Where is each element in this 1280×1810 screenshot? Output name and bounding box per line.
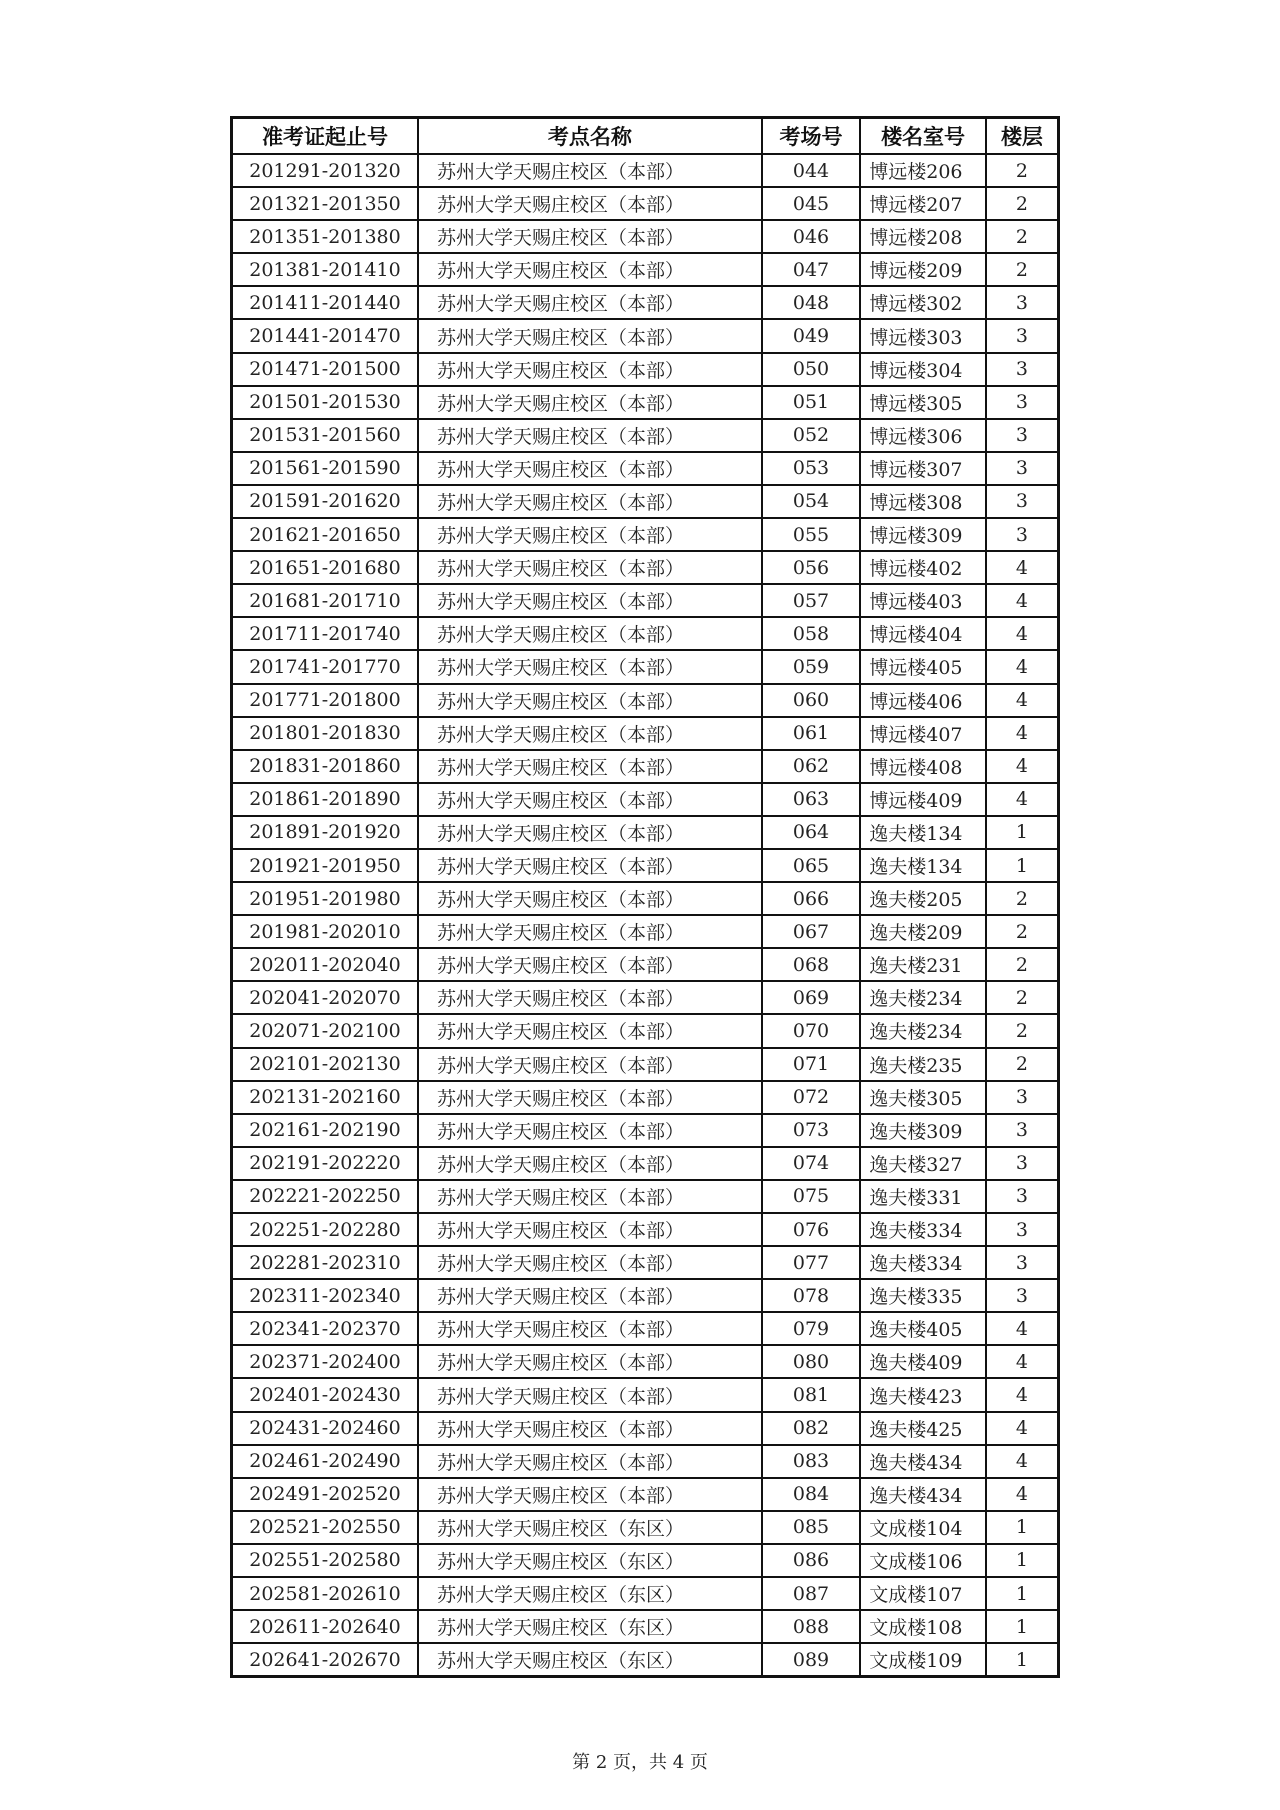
floor-cell: 4 <box>986 551 1059 584</box>
building-room-cell: 博远楼408 <box>860 750 986 783</box>
building-room-cell: 逸夫楼234 <box>860 981 986 1014</box>
building-room-cell: 逸夫楼434 <box>860 1478 986 1511</box>
building-room-cell: 逸夫楼405 <box>860 1312 986 1345</box>
ticket-range-cell: 202281-202310 <box>232 1246 418 1279</box>
floor-cell: 3 <box>986 1180 1059 1213</box>
table-row <box>232 386 1059 419</box>
table-row <box>232 915 1059 948</box>
site-name-cell: 苏州大学天赐庄校区（本部） <box>418 1312 762 1345</box>
floor-cell: 4 <box>986 1445 1059 1478</box>
ticket-range-cell: 202641-202670 <box>232 1643 418 1677</box>
table-row <box>232 1610 1059 1643</box>
ticket-range-cell: 201981-202010 <box>232 915 418 948</box>
building-room-cell: 逸夫楼134 <box>860 816 986 849</box>
room-number-cell: 059 <box>762 650 860 683</box>
floor-cell: 4 <box>986 783 1059 816</box>
site-name-cell: 苏州大学天赐庄校区（本部） <box>418 1445 762 1478</box>
room-number-cell: 078 <box>762 1279 860 1312</box>
ticket-range-cell: 201741-201770 <box>232 650 418 683</box>
room-number-cell: 069 <box>762 981 860 1014</box>
building-room-cell: 逸夫楼134 <box>860 849 986 882</box>
table-row <box>232 485 1059 518</box>
table-row <box>232 849 1059 882</box>
room-number-cell: 055 <box>762 518 860 551</box>
floor-cell: 1 <box>986 1544 1059 1577</box>
room-number-cell: 056 <box>762 551 860 584</box>
room-number-cell: 088 <box>762 1610 860 1643</box>
room-number-cell: 075 <box>762 1180 860 1213</box>
floor-cell: 3 <box>986 452 1059 485</box>
room-number-cell: 051 <box>762 386 860 419</box>
site-name-cell: 苏州大学天赐庄校区（本部） <box>418 1246 762 1279</box>
building-room-cell: 文成楼109 <box>860 1643 986 1677</box>
room-number-cell: 066 <box>762 882 860 915</box>
site-name-cell: 苏州大学天赐庄校区（本部） <box>418 684 762 717</box>
floor-cell: 2 <box>986 1048 1059 1081</box>
table-row <box>232 1445 1059 1478</box>
site-name-cell: 苏州大学天赐庄校区（本部） <box>418 948 762 981</box>
room-number-cell: 082 <box>762 1412 860 1445</box>
floor-cell: 4 <box>986 1345 1059 1378</box>
table-row <box>232 882 1059 915</box>
ticket-range-cell: 202101-202130 <box>232 1048 418 1081</box>
table-row <box>232 353 1059 386</box>
building-room-cell: 博远楼208 <box>860 220 986 253</box>
room-number-cell: 065 <box>762 849 860 882</box>
floor-cell: 4 <box>986 750 1059 783</box>
room-number-cell: 058 <box>762 617 860 650</box>
ticket-range-cell: 201411-201440 <box>232 286 418 319</box>
table-row <box>232 187 1059 220</box>
building-room-cell: 逸夫楼205 <box>860 882 986 915</box>
room-number-cell: 053 <box>762 452 860 485</box>
floor-cell: 2 <box>986 154 1059 187</box>
building-room-cell: 逸夫楼327 <box>860 1147 986 1180</box>
table-row <box>232 1014 1059 1047</box>
building-room-cell: 文成楼108 <box>860 1610 986 1643</box>
room-number-cell: 070 <box>762 1014 860 1047</box>
site-name-cell: 苏州大学天赐庄校区（本部） <box>418 650 762 683</box>
floor-cell: 3 <box>986 1279 1059 1312</box>
floor-cell: 4 <box>986 584 1059 617</box>
site-name-cell: 苏州大学天赐庄校区（本部） <box>418 1114 762 1147</box>
site-name-cell: 苏州大学天赐庄校区（东区） <box>418 1610 762 1643</box>
floor-cell: 2 <box>986 253 1059 286</box>
room-number-cell: 062 <box>762 750 860 783</box>
floor-cell: 2 <box>986 915 1059 948</box>
table-row <box>232 1643 1059 1677</box>
table-row <box>232 1478 1059 1511</box>
site-name-cell: 苏州大学天赐庄校区（本部） <box>418 253 762 286</box>
ticket-range-cell: 202341-202370 <box>232 1312 418 1345</box>
room-number-cell: 068 <box>762 948 860 981</box>
site-name-cell: 苏州大学天赐庄校区（本部） <box>418 220 762 253</box>
building-room-cell: 文成楼106 <box>860 1544 986 1577</box>
room-number-cell: 052 <box>762 419 860 452</box>
room-number-cell: 077 <box>762 1246 860 1279</box>
floor-cell: 4 <box>986 617 1059 650</box>
page-footer: 第 2 页，共 4 页 <box>572 1752 708 1773</box>
floor-cell: 2 <box>986 1014 1059 1047</box>
building-room-cell: 逸夫楼334 <box>860 1213 986 1246</box>
table-row <box>232 948 1059 981</box>
header-floor: 楼层 <box>986 118 1059 155</box>
floor-cell: 4 <box>986 1478 1059 1511</box>
room-number-cell: 086 <box>762 1544 860 1577</box>
room-number-cell: 071 <box>762 1048 860 1081</box>
floor-cell: 2 <box>986 948 1059 981</box>
site-name-cell: 苏州大学天赐庄校区（本部） <box>418 1147 762 1180</box>
building-room-cell: 博远楼407 <box>860 717 986 750</box>
header-ticket-range: 准考证起止号 <box>232 118 418 155</box>
ticket-range-cell: 201441-201470 <box>232 319 418 352</box>
building-room-cell: 逸夫楼425 <box>860 1412 986 1445</box>
floor-cell: 4 <box>986 684 1059 717</box>
ticket-range-cell: 202431-202460 <box>232 1412 418 1445</box>
ticket-range-cell: 201351-201380 <box>232 220 418 253</box>
table-row <box>232 518 1059 551</box>
building-room-cell: 逸夫楼334 <box>860 1246 986 1279</box>
ticket-range-cell: 201501-201530 <box>232 386 418 419</box>
building-room-cell: 逸夫楼423 <box>860 1378 986 1411</box>
ticket-range-cell: 202011-202040 <box>232 948 418 981</box>
site-name-cell: 苏州大学天赐庄校区（本部） <box>418 485 762 518</box>
site-name-cell: 苏州大学天赐庄校区（本部） <box>418 1081 762 1114</box>
room-number-cell: 080 <box>762 1345 860 1378</box>
site-name-cell: 苏州大学天赐庄校区（本部） <box>418 882 762 915</box>
header-site-name: 考点名称 <box>418 118 762 155</box>
table-row <box>232 1081 1059 1114</box>
table-row <box>232 1544 1059 1577</box>
site-name-cell: 苏州大学天赐庄校区（本部） <box>418 353 762 386</box>
ticket-range-cell: 201921-201950 <box>232 849 418 882</box>
table-row <box>232 419 1059 452</box>
site-name-cell: 苏州大学天赐庄校区（东区） <box>418 1577 762 1610</box>
room-number-cell: 074 <box>762 1147 860 1180</box>
site-name-cell: 苏州大学天赐庄校区（本部） <box>418 1180 762 1213</box>
table-row <box>232 253 1059 286</box>
room-number-cell: 057 <box>762 584 860 617</box>
ticket-range-cell: 202551-202580 <box>232 1544 418 1577</box>
building-room-cell: 博远楼308 <box>860 485 986 518</box>
floor-cell: 1 <box>986 1610 1059 1643</box>
building-room-cell: 逸夫楼235 <box>860 1048 986 1081</box>
ticket-range-cell: 201891-201920 <box>232 816 418 849</box>
floor-cell: 3 <box>986 518 1059 551</box>
ticket-range-cell: 201801-201830 <box>232 717 418 750</box>
floor-cell: 4 <box>986 650 1059 683</box>
room-number-cell: 064 <box>762 816 860 849</box>
floor-cell: 3 <box>986 353 1059 386</box>
ticket-range-cell: 201771-201800 <box>232 684 418 717</box>
ticket-range-cell: 202371-202400 <box>232 1345 418 1378</box>
table-row <box>232 1246 1059 1279</box>
floor-cell: 3 <box>986 1147 1059 1180</box>
site-name-cell: 苏州大学天赐庄校区（本部） <box>418 386 762 419</box>
room-number-cell: 049 <box>762 319 860 352</box>
site-name-cell: 苏州大学天赐庄校区（本部） <box>418 187 762 220</box>
table-row <box>232 1312 1059 1345</box>
site-name-cell: 苏州大学天赐庄校区（本部） <box>418 1014 762 1047</box>
floor-cell: 3 <box>986 1213 1059 1246</box>
ticket-range-cell: 202071-202100 <box>232 1014 418 1047</box>
ticket-range-cell: 202311-202340 <box>232 1279 418 1312</box>
ticket-range-cell: 201831-201860 <box>232 750 418 783</box>
table-row <box>232 220 1059 253</box>
floor-cell: 4 <box>986 717 1059 750</box>
floor-cell: 1 <box>986 816 1059 849</box>
ticket-range-cell: 201621-201650 <box>232 518 418 551</box>
site-name-cell: 苏州大学天赐庄校区（本部） <box>418 1279 762 1312</box>
building-room-cell: 逸夫楼331 <box>860 1180 986 1213</box>
site-name-cell: 苏州大学天赐庄校区（本部） <box>418 1048 762 1081</box>
ticket-range-cell: 201291-201320 <box>232 154 418 187</box>
ticket-range-cell: 202581-202610 <box>232 1577 418 1610</box>
table-row <box>232 1213 1059 1246</box>
room-number-cell: 050 <box>762 353 860 386</box>
building-room-cell: 博远楼305 <box>860 386 986 419</box>
table-row <box>232 1511 1059 1544</box>
ticket-range-cell: 201561-201590 <box>232 452 418 485</box>
building-room-cell: 逸夫楼434 <box>860 1445 986 1478</box>
site-name-cell: 苏州大学天赐庄校区（本部） <box>418 319 762 352</box>
ticket-range-cell: 202521-202550 <box>232 1511 418 1544</box>
room-number-cell: 085 <box>762 1511 860 1544</box>
building-room-cell: 文成楼107 <box>860 1577 986 1610</box>
building-room-cell: 博远楼304 <box>860 353 986 386</box>
building-room-cell: 逸夫楼209 <box>860 915 986 948</box>
table-row <box>232 717 1059 750</box>
site-name-cell: 苏州大学天赐庄校区（东区） <box>418 1511 762 1544</box>
room-number-cell: 061 <box>762 717 860 750</box>
floor-cell: 3 <box>986 286 1059 319</box>
table-row <box>232 286 1059 319</box>
building-room-cell: 博远楼406 <box>860 684 986 717</box>
header-building-room: 楼名室号 <box>860 118 986 155</box>
site-name-cell: 苏州大学天赐庄校区（本部） <box>418 154 762 187</box>
site-name-cell: 苏州大学天赐庄校区（本部） <box>418 1478 762 1511</box>
table-row <box>232 551 1059 584</box>
table-row <box>232 319 1059 352</box>
building-room-cell: 博远楼309 <box>860 518 986 551</box>
ticket-range-cell: 201381-201410 <box>232 253 418 286</box>
table-row <box>232 1378 1059 1411</box>
room-number-cell: 047 <box>762 253 860 286</box>
floor-cell: 2 <box>986 220 1059 253</box>
floor-cell: 3 <box>986 485 1059 518</box>
ticket-range-cell: 201591-201620 <box>232 485 418 518</box>
floor-cell: 1 <box>986 1511 1059 1544</box>
table-row <box>232 1147 1059 1180</box>
table-row <box>232 452 1059 485</box>
site-name-cell: 苏州大学天赐庄校区（本部） <box>418 518 762 551</box>
building-room-cell: 博远楼403 <box>860 584 986 617</box>
building-room-cell: 博远楼207 <box>860 187 986 220</box>
room-number-cell: 046 <box>762 220 860 253</box>
table-header-row <box>232 118 1059 155</box>
room-number-cell: 072 <box>762 1081 860 1114</box>
floor-cell: 1 <box>986 1643 1059 1677</box>
floor-cell: 3 <box>986 386 1059 419</box>
building-room-cell: 博远楼307 <box>860 452 986 485</box>
table-row <box>232 617 1059 650</box>
building-room-cell: 博远楼402 <box>860 551 986 584</box>
building-room-cell: 逸夫楼305 <box>860 1081 986 1114</box>
site-name-cell: 苏州大学天赐庄校区（东区） <box>418 1544 762 1577</box>
table-row <box>232 154 1059 187</box>
floor-cell: 4 <box>986 1378 1059 1411</box>
site-name-cell: 苏州大学天赐庄校区（本部） <box>418 419 762 452</box>
ticket-range-cell: 201651-201680 <box>232 551 418 584</box>
room-number-cell: 073 <box>762 1114 860 1147</box>
building-room-cell: 逸夫楼309 <box>860 1114 986 1147</box>
ticket-range-cell: 202041-202070 <box>232 981 418 1014</box>
ticket-range-cell: 201681-201710 <box>232 584 418 617</box>
ticket-range-cell: 201861-201890 <box>232 783 418 816</box>
floor-cell: 4 <box>986 1412 1059 1445</box>
site-name-cell: 苏州大学天赐庄校区（东区） <box>418 1643 762 1677</box>
ticket-range-cell: 202221-202250 <box>232 1180 418 1213</box>
site-name-cell: 苏州大学天赐庄校区（本部） <box>418 981 762 1014</box>
building-room-cell: 逸夫楼234 <box>860 1014 986 1047</box>
ticket-range-cell: 201951-201980 <box>232 882 418 915</box>
table-row <box>232 1577 1059 1610</box>
building-room-cell: 逸夫楼231 <box>860 948 986 981</box>
floor-cell: 3 <box>986 1114 1059 1147</box>
header-room-number: 考场号 <box>762 118 860 155</box>
room-number-cell: 045 <box>762 187 860 220</box>
ticket-range-cell: 202611-202640 <box>232 1610 418 1643</box>
building-room-cell: 博远楼209 <box>860 253 986 286</box>
ticket-range-cell: 201531-201560 <box>232 419 418 452</box>
table-row <box>232 1345 1059 1378</box>
site-name-cell: 苏州大学天赐庄校区（本部） <box>418 915 762 948</box>
table-row <box>232 1048 1059 1081</box>
table-row <box>232 750 1059 783</box>
table-row <box>232 650 1059 683</box>
building-room-cell: 博远楼206 <box>860 154 986 187</box>
room-number-cell: 081 <box>762 1378 860 1411</box>
site-name-cell: 苏州大学天赐庄校区（本部） <box>418 452 762 485</box>
ticket-range-cell: 202191-202220 <box>232 1147 418 1180</box>
ticket-range-cell: 202161-202190 <box>232 1114 418 1147</box>
floor-cell: 2 <box>986 981 1059 1014</box>
room-number-cell: 044 <box>762 154 860 187</box>
room-number-cell: 087 <box>762 1577 860 1610</box>
table-row <box>232 584 1059 617</box>
building-room-cell: 博远楼303 <box>860 319 986 352</box>
table-row <box>232 783 1059 816</box>
site-name-cell: 苏州大学天赐庄校区（本部） <box>418 783 762 816</box>
ticket-range-cell: 202461-202490 <box>232 1445 418 1478</box>
floor-cell: 3 <box>986 1081 1059 1114</box>
site-name-cell: 苏州大学天赐庄校区（本部） <box>418 816 762 849</box>
ticket-range-cell: 202491-202520 <box>232 1478 418 1511</box>
room-number-cell: 084 <box>762 1478 860 1511</box>
site-name-cell: 苏州大学天赐庄校区（本部） <box>418 717 762 750</box>
building-room-cell: 博远楼405 <box>860 650 986 683</box>
table-row <box>232 1279 1059 1312</box>
table-row <box>232 1114 1059 1147</box>
room-number-cell: 048 <box>762 286 860 319</box>
site-name-cell: 苏州大学天赐庄校区（本部） <box>418 1345 762 1378</box>
floor-cell: 3 <box>986 419 1059 452</box>
table-row <box>232 1412 1059 1445</box>
exam-room-table <box>230 116 1060 1678</box>
table-row <box>232 816 1059 849</box>
floor-cell: 2 <box>986 187 1059 220</box>
building-room-cell: 博远楼409 <box>860 783 986 816</box>
building-room-cell: 博远楼302 <box>860 286 986 319</box>
room-number-cell: 054 <box>762 485 860 518</box>
building-room-cell: 逸夫楼409 <box>860 1345 986 1378</box>
building-room-cell: 逸夫楼335 <box>860 1279 986 1312</box>
building-room-cell: 博远楼404 <box>860 617 986 650</box>
table-row <box>232 1180 1059 1213</box>
ticket-range-cell: 202131-202160 <box>232 1081 418 1114</box>
ticket-range-cell: 201321-201350 <box>232 187 418 220</box>
room-number-cell: 063 <box>762 783 860 816</box>
floor-cell: 2 <box>986 882 1059 915</box>
building-room-cell: 博远楼306 <box>860 419 986 452</box>
site-name-cell: 苏州大学天赐庄校区（本部） <box>418 584 762 617</box>
site-name-cell: 苏州大学天赐庄校区（本部） <box>418 617 762 650</box>
room-number-cell: 089 <box>762 1643 860 1677</box>
floor-cell: 3 <box>986 319 1059 352</box>
floor-cell: 1 <box>986 1577 1059 1610</box>
site-name-cell: 苏州大学天赐庄校区（本部） <box>418 551 762 584</box>
site-name-cell: 苏州大学天赐庄校区（本部） <box>418 286 762 319</box>
room-number-cell: 067 <box>762 915 860 948</box>
ticket-range-cell: 202251-202280 <box>232 1213 418 1246</box>
site-name-cell: 苏州大学天赐庄校区（本部） <box>418 1378 762 1411</box>
site-name-cell: 苏州大学天赐庄校区（本部） <box>418 750 762 783</box>
floor-cell: 4 <box>986 1312 1059 1345</box>
table-row <box>232 981 1059 1014</box>
site-name-cell: 苏州大学天赐庄校区（本部） <box>418 1213 762 1246</box>
room-number-cell: 083 <box>762 1445 860 1478</box>
building-room-cell: 文成楼104 <box>860 1511 986 1544</box>
ticket-range-cell: 201711-201740 <box>232 617 418 650</box>
table-row <box>232 684 1059 717</box>
site-name-cell: 苏州大学天赐庄校区（本部） <box>418 1412 762 1445</box>
floor-cell: 1 <box>986 849 1059 882</box>
floor-cell: 3 <box>986 1246 1059 1279</box>
room-number-cell: 076 <box>762 1213 860 1246</box>
site-name-cell: 苏州大学天赐庄校区（本部） <box>418 849 762 882</box>
ticket-range-cell: 201471-201500 <box>232 353 418 386</box>
room-number-cell: 079 <box>762 1312 860 1345</box>
ticket-range-cell: 202401-202430 <box>232 1378 418 1411</box>
room-number-cell: 060 <box>762 684 860 717</box>
